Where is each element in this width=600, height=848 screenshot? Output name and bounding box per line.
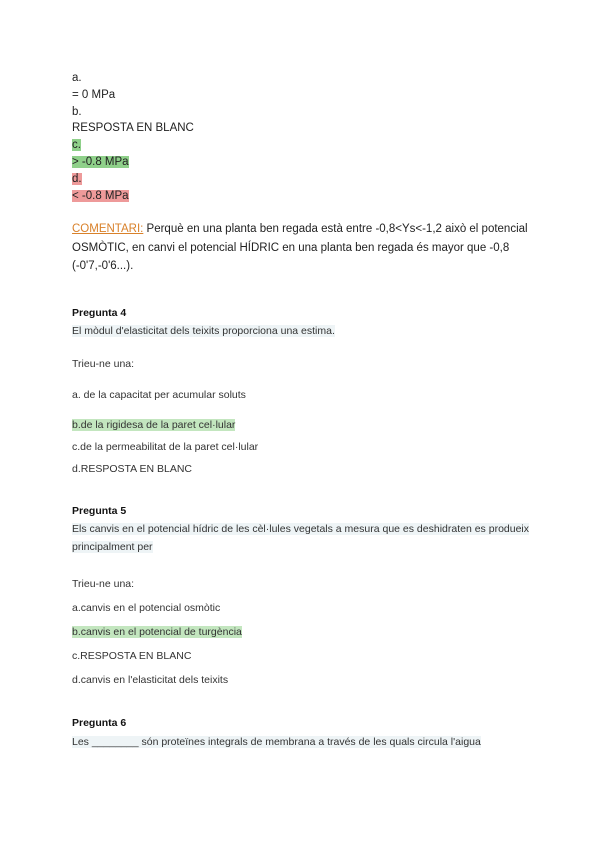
q4-option-a: a. de la capacitat per acumular soluts xyxy=(72,389,246,401)
q4-option-b-highlight: b.de la rigidesa de la paret cel·lular xyxy=(72,419,236,431)
q5-prompt: Trieu-ne una: xyxy=(72,578,135,590)
q4-question-highlight: El mòdul d'elasticitat dels teixits proporciona una estima. xyxy=(72,325,335,337)
q5-option-d: d.canvis en l'elasticitat dels teixits xyxy=(72,674,229,686)
q4-title: Pregunta 4 xyxy=(72,307,127,319)
q4-option-c: c.de la permeabilitat de la paret cel·lular xyxy=(72,441,259,453)
q3-option-b-text: RESPOSTA EN BLANC xyxy=(72,122,194,135)
q5-question-highlight: Els canvis en el potencial hídric de les cèl·lules vegetals a mesura que es deshidraten es produeix principalment per xyxy=(72,523,530,553)
q4-option-b xyxy=(72,419,235,431)
q5-option-b xyxy=(72,626,242,638)
q5-option-b-highlight: b.canvis en el potencial de turgència xyxy=(72,626,242,638)
q3-option-c-text: > -0.8 MPa xyxy=(72,155,129,168)
q5-option-c: c.RESPOSTA EN BLANC xyxy=(72,650,192,662)
comment-text: Perquè en una planta ben regada està entre -0,8<Ys<-1,2 això el potencial OSMÒTIC, en canvi el potencial HÍDRIC en una planta ben regada és mayor que -0,8 (-0'7,-0'6...). xyxy=(72,223,528,272)
q3-option-c-letter: c. xyxy=(72,139,81,152)
q5-question-text xyxy=(72,520,532,556)
q4-prompt: Trieu-ne una: xyxy=(72,358,135,370)
q4-option-d: d.RESPOSTA EN BLANC xyxy=(72,463,193,475)
q6-question-text xyxy=(72,733,532,751)
q3-option-d-text: < -0.8 MPa xyxy=(72,189,129,202)
q3-options xyxy=(72,70,194,204)
q4-question-text xyxy=(72,322,532,340)
q3-option-d-letter: d. xyxy=(72,172,82,185)
q6-title: Pregunta 6 xyxy=(72,717,127,729)
q3-option-a-letter: a. xyxy=(72,72,82,84)
q3-comment xyxy=(72,220,532,276)
q5-title: Pregunta 5 xyxy=(72,505,127,517)
q6-question-highlight: Les ________ són proteïnes integrals de membrana a través de les quals circula l'aigua xyxy=(72,736,481,748)
q3-option-a-text: = 0 MPa xyxy=(72,88,116,101)
comment-label: COMENTARI: xyxy=(72,223,144,235)
q5-option-a: a.canvis en el potencial osmòtic xyxy=(72,602,221,614)
q3-option-b-letter: b. xyxy=(72,105,82,118)
